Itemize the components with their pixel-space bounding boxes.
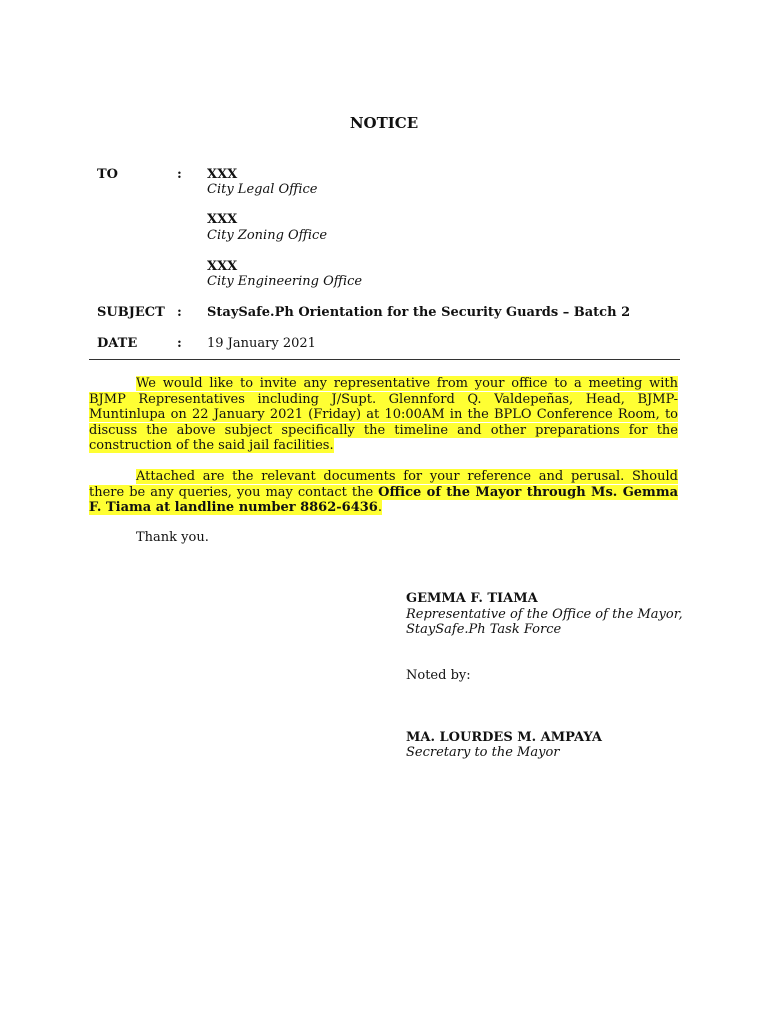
recipient-office: City Zoning Office [207,228,328,243]
body-paragraph-1 [89,376,678,454]
noted-by-name: MA. LOURDES M. AMPAYA [406,730,602,745]
paragraph-2-text: Attached are the relevant documents for your reference and perusal. Should there be any queries, you may contact the [89,469,678,500]
subject-text: StaySafe.Ph Orientation for the Security Guards – Batch 2 [207,305,631,320]
header-divider [89,359,680,360]
signatory-title-line-1: Representative of the Office of the Mayor, [406,607,683,622]
signatory-name: GEMMA F. TIAMA [406,591,538,606]
paragraph-2-end: . [377,500,382,516]
recipient-office: City Engineering Office [207,274,363,289]
recipient-name: XXX [207,259,238,274]
to-label: TO [97,167,118,182]
to-colon: : [177,167,182,182]
contact-emphasis: Office of the Mayor through Ms. Gemma F. Tiama at landline number 8862-6436 [89,484,678,516]
date-colon: : [177,336,182,351]
noted-by-title: Secretary to the Mayor [406,745,560,760]
subject-label: SUBJECT [97,305,165,320]
date-label: DATE [97,336,138,351]
document-title: NOTICE [349,114,419,132]
thank-you-text: Thank you. [136,530,209,545]
noted-by-label: Noted by: [406,668,471,683]
body-paragraph-2 [89,469,678,516]
paragraph-1-text: We would like to invite any representative from your office to a meeting with BJMP Representatives including J/Supt. Glennford Q. Valdepeñas, Head, BJMP-Muntinlupa on 22 January 2021 (Friday) at 10:00AM in the BPLO Conference Room, to discuss the above subject specifically the timeline and other preparations for the construction of the said jail facilities. [89,376,678,454]
recipient-name: XXX [207,212,238,227]
recipient-office: City Legal Office [207,182,318,197]
subject-colon: : [177,305,182,320]
date-value: 19 January 2021 [207,336,316,351]
signatory-title-line-2: StaySafe.Ph Task Force [406,622,562,637]
recipient-name: XXX [207,167,238,182]
